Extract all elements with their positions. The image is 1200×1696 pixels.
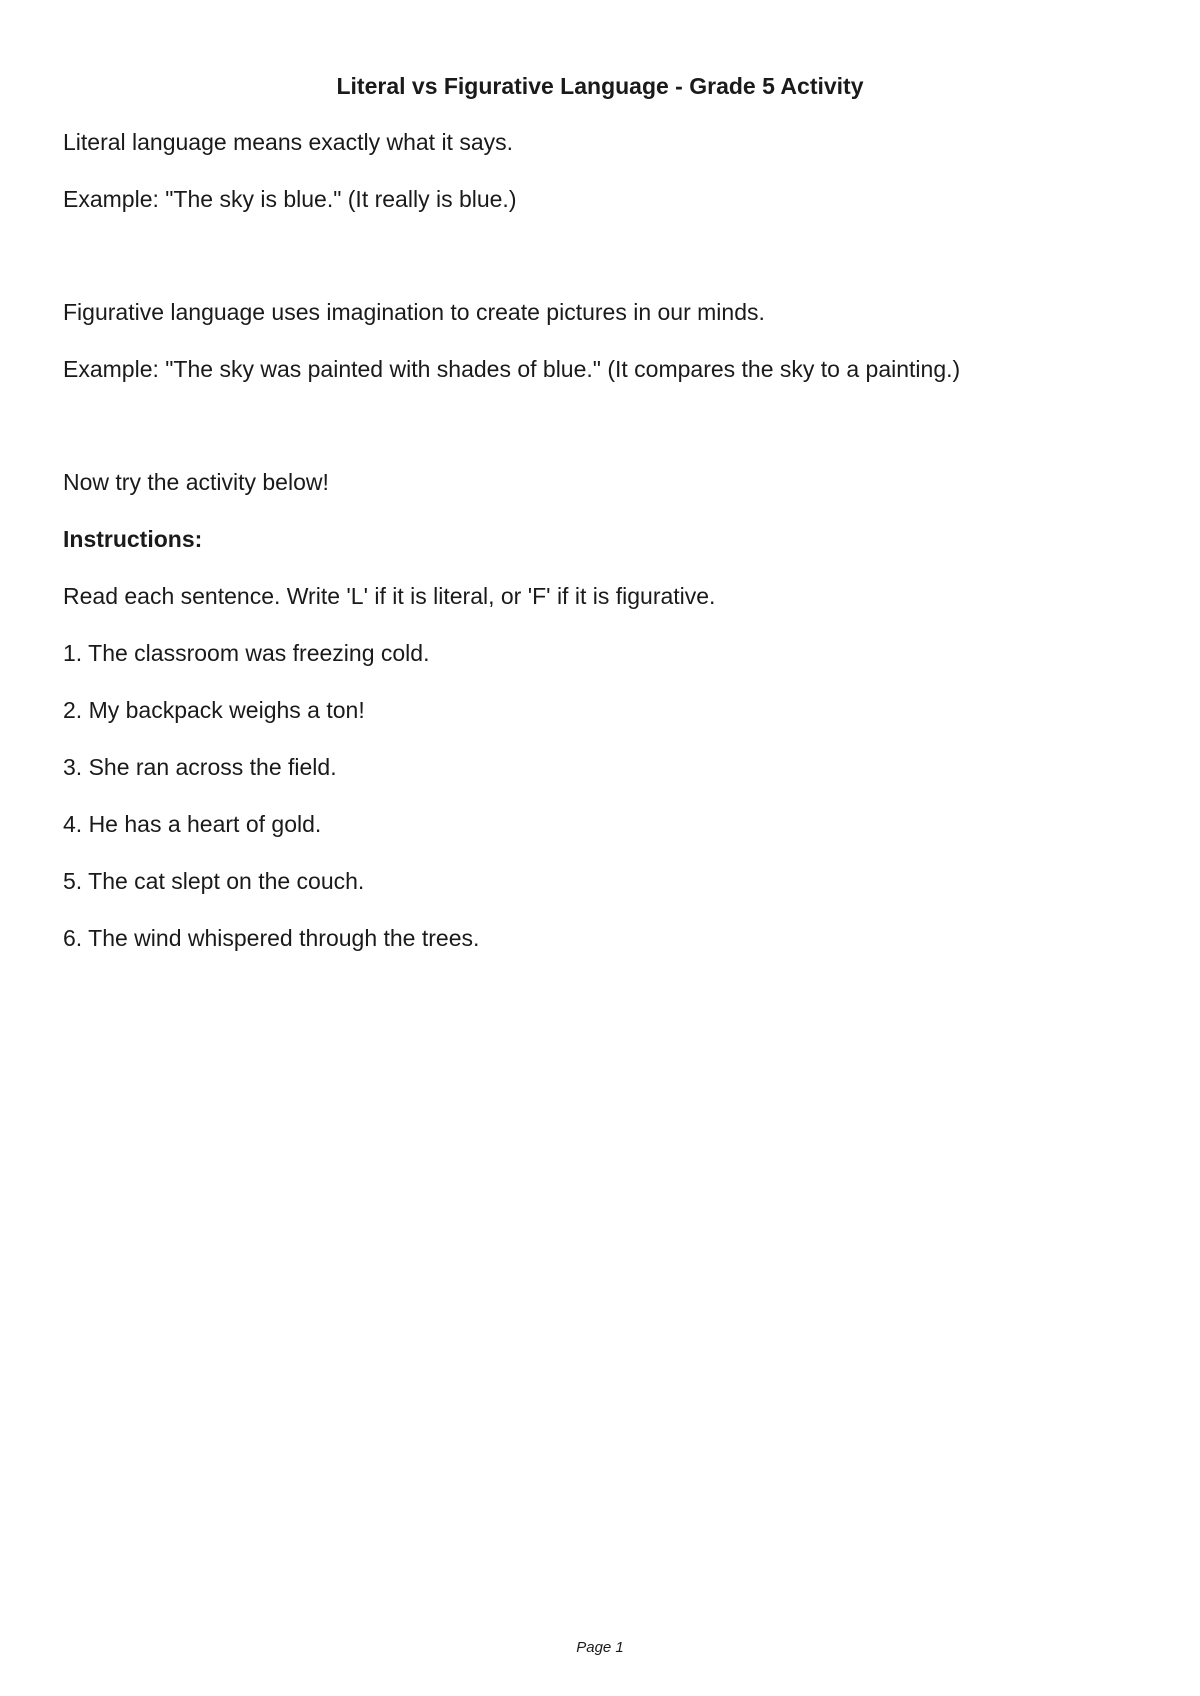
- figurative-definition: Figurative language uses imagination to create pictures in our minds.: [63, 299, 765, 325]
- literal-definition: Literal language means exactly what it says.: [63, 129, 514, 155]
- activity-item: 5. The cat slept on the couch.: [63, 868, 365, 894]
- document-body: [63, 126, 1143, 979]
- literal-example: Example: "The sky is blue." (It really is blue.): [63, 186, 517, 212]
- activity-prompt: Now try the activity below!: [63, 469, 329, 495]
- paragraph-spacer: [63, 240, 1143, 296]
- paragraph-spacer: [63, 410, 1143, 466]
- activity-item: 1. The classroom was freezing cold.: [63, 640, 430, 666]
- instructions-heading: Instructions:: [63, 526, 203, 552]
- figurative-example: Example: "The sky was painted with shades of blue." (It compares the sky to a painting.): [63, 356, 961, 382]
- activity-item: 6. The wind whispered through the trees.: [63, 925, 480, 951]
- activity-item: 4. He has a heart of gold.: [63, 811, 322, 837]
- activity-item: 3. She ran across the field.: [63, 754, 337, 780]
- activity-item: 2. My backpack weighs a ton!: [63, 697, 365, 723]
- instructions-text: Read each sentence. Write 'L' if it is literal, or 'F' if it is figurative.: [63, 583, 716, 609]
- page-number: Page 1: [576, 1639, 624, 1656]
- document-title: Literal vs Figurative Language - Grade 5 Activity: [336, 73, 864, 99]
